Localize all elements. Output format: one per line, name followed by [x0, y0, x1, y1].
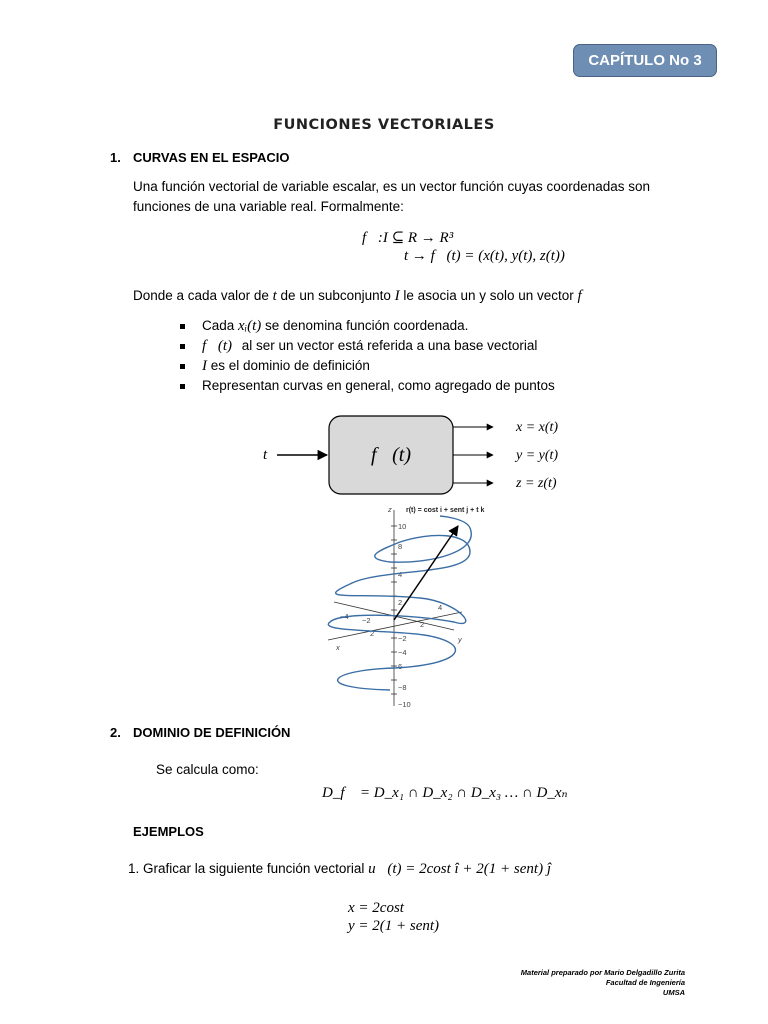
section-1-number: 1. [110, 150, 121, 165]
examples-heading: EJEMPLOS [133, 824, 204, 839]
footer-author: Material preparado por Mario Delgadillo Zurita [520, 968, 685, 977]
section-1-title: CURVAS EN EL ESPACIO [133, 150, 290, 165]
param-y: y = 2(1 + sent) [348, 918, 440, 934]
y-tick-label: −4 [340, 612, 349, 621]
z-axis-label: z [388, 505, 392, 514]
bullet-marker [180, 364, 185, 369]
page-title: FUNCIONES VECTORIALES [273, 117, 495, 133]
y-axis-label: y [458, 635, 462, 644]
section-1-heading [110, 150, 290, 165]
param-x: x = 2cost [348, 900, 404, 916]
z-tick-label: −8 [398, 683, 407, 692]
example-1 [128, 861, 551, 878]
bullet-marker [180, 344, 185, 349]
z-tick-label: 6 [398, 662, 403, 671]
calc-text: Se calcula como: [156, 762, 259, 777]
x-tick-label: 4 [438, 603, 443, 612]
function-block-diagram [255, 408, 585, 503]
bullet-marker [180, 324, 185, 329]
y-tick-label: −2 [362, 616, 371, 625]
section-2-title: DOMINIO DE DEFINICIÓN [133, 725, 291, 740]
bullet-2-text: al ser un vector está referida a una base vectorial [241, 338, 538, 353]
bullet-2-math: f⃗(t) [202, 338, 232, 354]
example-1-number: 1. [128, 861, 140, 876]
bullet-1-text-a: Cada [202, 318, 235, 333]
bullet-1-math: xᵢ(t) [238, 318, 262, 334]
example-1-math: u⃗(t) = 2cost î + 2(1 + sent) ĵ [368, 861, 551, 877]
domain-text-b: de un subconjunto [280, 288, 391, 303]
output-x-label: x = x(t) [516, 420, 559, 435]
z-tick-label: 8 [398, 542, 403, 551]
domain-var-f: f⃗ [577, 288, 594, 304]
domain-formula: D_f⃗ = D_x₁ ∩ D_x₂ ∩ D_x₃ … ∩ D_xₙ [322, 785, 568, 801]
section-1-intro [133, 177, 685, 217]
output-z-label: z = z(t) [516, 476, 557, 491]
helix-figure [320, 502, 520, 712]
chapter-badge-label: CAPÍTULO No 3 [588, 52, 702, 69]
intro-line-2: funciones de una variable real. Formalmente: [133, 199, 404, 214]
diagram-input-label: t [263, 447, 268, 463]
output-y-label: y = y(t) [516, 448, 559, 463]
footer-faculty: Facultad de Ingeniería [605, 978, 685, 987]
bullet-1-text-b: se denomina función coordenada. [265, 318, 469, 333]
bullet-3-text: es el dominio de definición [210, 358, 370, 373]
y-tick-label: 2 [420, 620, 425, 629]
z-tick-label: 2 [398, 598, 403, 607]
z-tick-label: 4 [398, 570, 403, 579]
page-footer [521, 968, 685, 998]
z-tick-label: −2 [398, 634, 407, 643]
function-box-label: f⃗(t) [371, 444, 411, 466]
helix-title: r(t) = cost i + sent j + t k [406, 507, 485, 514]
example-1-text: Graficar la siguiente función vectorial [143, 861, 365, 876]
section-2-heading [110, 725, 290, 740]
x-axis-label: x [336, 643, 340, 652]
domain-sentence [133, 288, 593, 305]
domain-var-t: t [272, 288, 277, 304]
intro-line-1: Una función vectorial de variable escalar, es un vector función cuyas coordenadas son [133, 179, 651, 194]
bullet-4-text: Representan curvas en general, como agregado de puntos [202, 378, 555, 393]
domain-var-I: I [394, 288, 400, 304]
bullet-marker [180, 384, 185, 389]
formula-mapping: f⃗:I ⊆ R → R³ [362, 230, 454, 246]
section-2-number: 2. [110, 725, 121, 740]
footer-university: UMSA [662, 988, 685, 997]
z-tick-label: −10 [398, 700, 411, 709]
z-tick-label: 10 [398, 522, 407, 531]
domain-text-a: Donde a cada valor de [133, 288, 269, 303]
x-tick-label: 2 [370, 629, 375, 638]
formula-definition: t → f⃗(t) = (x(t), y(t), z(t)) [404, 248, 565, 264]
chapter-badge [573, 44, 717, 77]
z-tick-label: −4 [398, 648, 407, 657]
bullet-3-math: I [202, 358, 207, 374]
domain-text-c: le asocia un y solo un vector [403, 288, 574, 303]
